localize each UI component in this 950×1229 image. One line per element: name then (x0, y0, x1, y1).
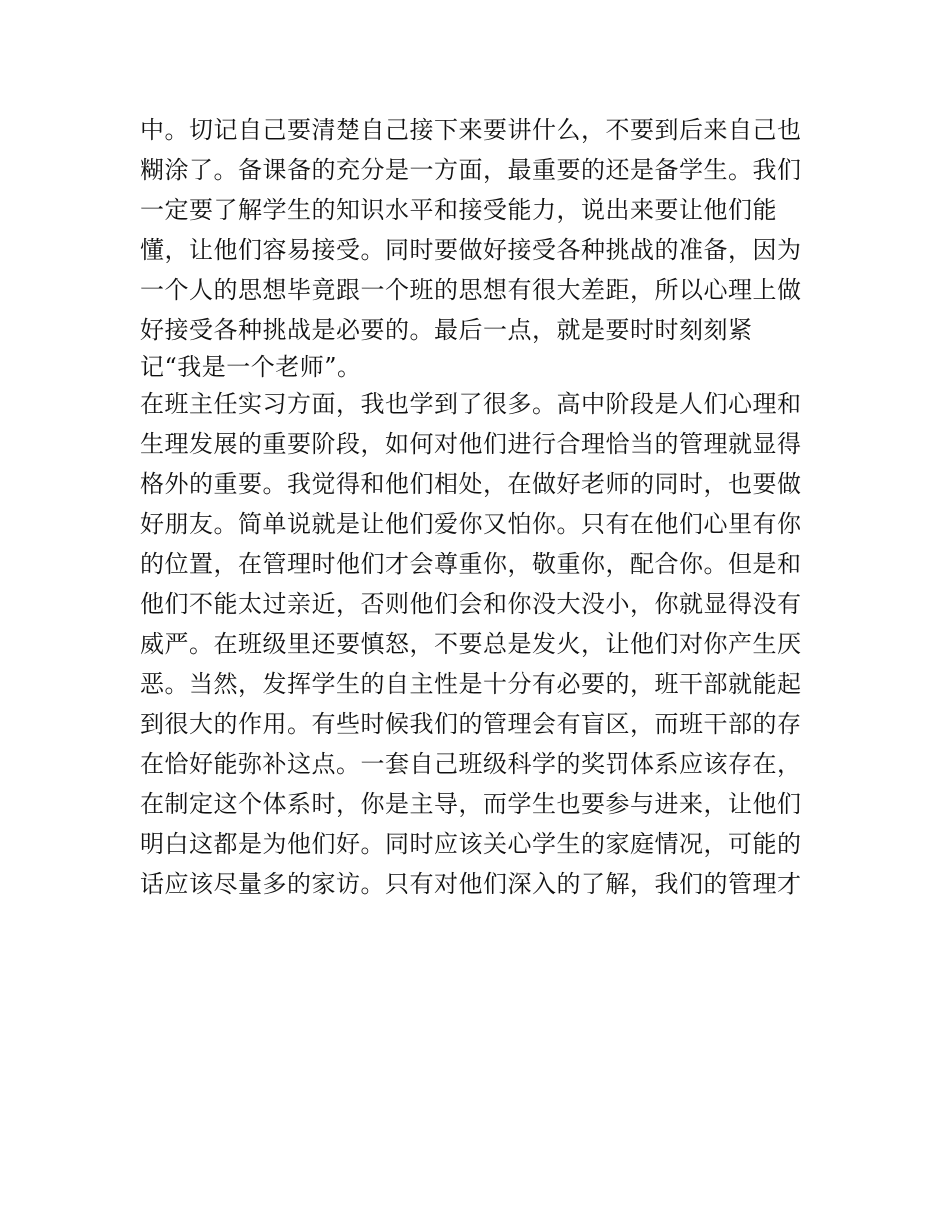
text-line: 糊涂了。备课备的充分是一方面，最重要的还是备学生。我们 (140, 156, 802, 184)
text-line: 在班主任实习方面，我也学到了很多。高中阶段是人们心理和 (140, 390, 802, 418)
text-line: 在制定这个体系时，你是主导，而学生也要参与进来，让他们 (140, 790, 802, 818)
text-line: 在恰好能弥补这点。一套自己班级科学的奖罚体系应该存在， (140, 750, 802, 778)
text-line: 生理发展的重要阶段，如何对他们进行合理恰当的管理就显得 (140, 430, 802, 458)
text-line: 威严。在班级里还要慎怒，不要总是发火，让他们对你产生厌 (140, 630, 802, 658)
text-line: 中。切记自己要清楚自己接下来要讲什么，不要到后来自己也 (140, 116, 802, 144)
body-text (140, 110, 820, 904)
text-line: 一定要了解学生的知识水平和接受能力，说出来要让他们能 (140, 196, 777, 224)
text-line: 好朋友。简单说就是让他们爱你又怕你。只有在他们心里有你 (140, 510, 802, 538)
text-line: 记“我是一个老师”。 (140, 353, 362, 381)
text-line: 好接受各种挑战是必要的。最后一点，就是要时时刻刻紧 (140, 316, 753, 344)
text-line: 的位置，在管理时他们才会尊重你，敬重你，配合你。但是和 (140, 550, 802, 578)
text-line: 话应该尽量多的家访。只有对他们深入的了解，我们的管理才 (140, 870, 802, 898)
text-line: 明白这都是为他们好。同时应该关心学生的家庭情况，可能的 (140, 830, 802, 858)
text-line: 恶。当然，发挥学生的自主性是十分有必要的，班干部就能起 (140, 670, 802, 698)
text-line: 懂，让他们容易接受。同时要做好接受各种挑战的准备，因为 (140, 236, 802, 264)
text-line: 他们不能太过亲近，否则他们会和你没大没小，你就显得没有 (140, 590, 802, 618)
text-line: 一个人的思想毕竟跟一个班的思想有很大差距，所以心理上做 (140, 276, 802, 304)
text-line: 到很大的作用。有些时候我们的管理会有盲区，而班干部的存 (140, 710, 802, 738)
text-line: 格外的重要。我觉得和他们相处，在做好老师的同时，也要做 (140, 470, 802, 498)
